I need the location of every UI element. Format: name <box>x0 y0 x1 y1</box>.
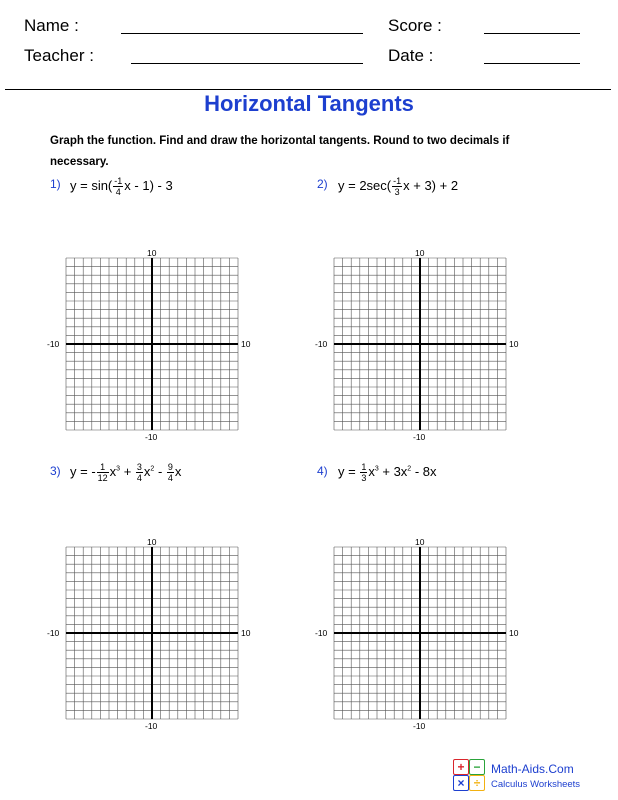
worksheet-title: Horizontal Tangents <box>204 91 414 116</box>
axis-label-right: 10 <box>509 339 519 349</box>
date-field[interactable] <box>484 63 580 64</box>
graph-grid-2[interactable] <box>314 248 534 448</box>
fraction: $\frac{1}{3}$ <box>361 462 367 483</box>
date-label: Date : <box>388 46 434 65</box>
problem-4-number: 4) <box>317 464 328 478</box>
axis-label-right: 10 <box>509 628 519 638</box>
axis-label-bottom: -10 <box>145 432 158 442</box>
axis-label-right: 10 <box>241 628 251 638</box>
axis-label-right: 10 <box>241 339 251 349</box>
axis-label-left: -10 <box>315 339 328 349</box>
axis-label-top: 10 <box>415 537 425 547</box>
axis-label-left: -10 <box>47 339 60 349</box>
divide-icon: ÷ <box>469 775 485 791</box>
graph-grid-1[interactable] <box>46 248 266 448</box>
site-subtitle: Calculus Worksheets <box>491 779 581 790</box>
axis-label-bottom: -10 <box>413 432 426 442</box>
coordinate-grid <box>46 537 266 737</box>
coordinate-grid <box>314 537 534 737</box>
coordinate-grid <box>46 248 266 448</box>
fraction: $\frac{-1}{3}$ <box>393 176 402 197</box>
axis-label-top: 10 <box>415 248 425 258</box>
logo-icon <box>453 759 483 789</box>
fraction: $\frac{-1}{4}$ <box>114 176 123 197</box>
minus-icon: − <box>469 759 485 775</box>
fraction: $\frac{9}{4}$ <box>167 462 173 483</box>
name-label: Name : <box>24 16 79 35</box>
problem-3-equation: y = - $\frac{1}{12}$ $x^3$ + $\frac{3}{4}$ $x^2$ - $\frac{9}{4}$ x <box>70 462 182 483</box>
axis-label-top: 10 <box>147 537 157 547</box>
fraction: $\frac{1}{12}$ <box>97 462 108 483</box>
header-divider <box>5 89 611 90</box>
graph-grid-4[interactable] <box>314 537 534 737</box>
plus-icon: + <box>453 759 469 775</box>
score-field[interactable] <box>484 33 580 34</box>
teacher-label: Teacher : <box>24 46 94 65</box>
graph-grid-3[interactable] <box>46 537 266 737</box>
score-label: Score : <box>388 16 442 35</box>
axis-label-bottom: -10 <box>413 721 426 731</box>
axis-label-left: -10 <box>47 628 60 638</box>
problem-1-equation: y = sin( $\frac{-1}{4}$ x - 1) - 3 <box>70 176 173 197</box>
name-field[interactable] <box>121 33 363 34</box>
instructions: Graph the function. Find and draw the horizontal tangents. Round to two decimals if necessary. <box>50 135 510 168</box>
problem-4-equation: y = $\frac{1}{3}$ $x^3 + 3x^2 - 8x$ <box>338 462 437 483</box>
problem-2-number: 2) <box>317 177 328 191</box>
problem-2-equation: y = 2sec( $\frac{-1}{3}$ x + 3) + 2 <box>338 176 459 197</box>
axis-label-top: 10 <box>147 248 157 258</box>
times-icon: × <box>453 775 469 791</box>
axis-label-bottom: -10 <box>145 721 158 731</box>
math-aids-logo[interactable] <box>453 759 613 795</box>
problem-3-number: 3) <box>50 464 61 478</box>
site-name: Math-Aids.Com <box>491 762 574 776</box>
teacher-field[interactable] <box>131 63 363 64</box>
axis-label-left: -10 <box>315 628 328 638</box>
coordinate-grid <box>314 248 534 448</box>
fraction: $\frac{3}{4}$ <box>136 462 142 483</box>
problem-1-number: 1) <box>50 177 61 191</box>
